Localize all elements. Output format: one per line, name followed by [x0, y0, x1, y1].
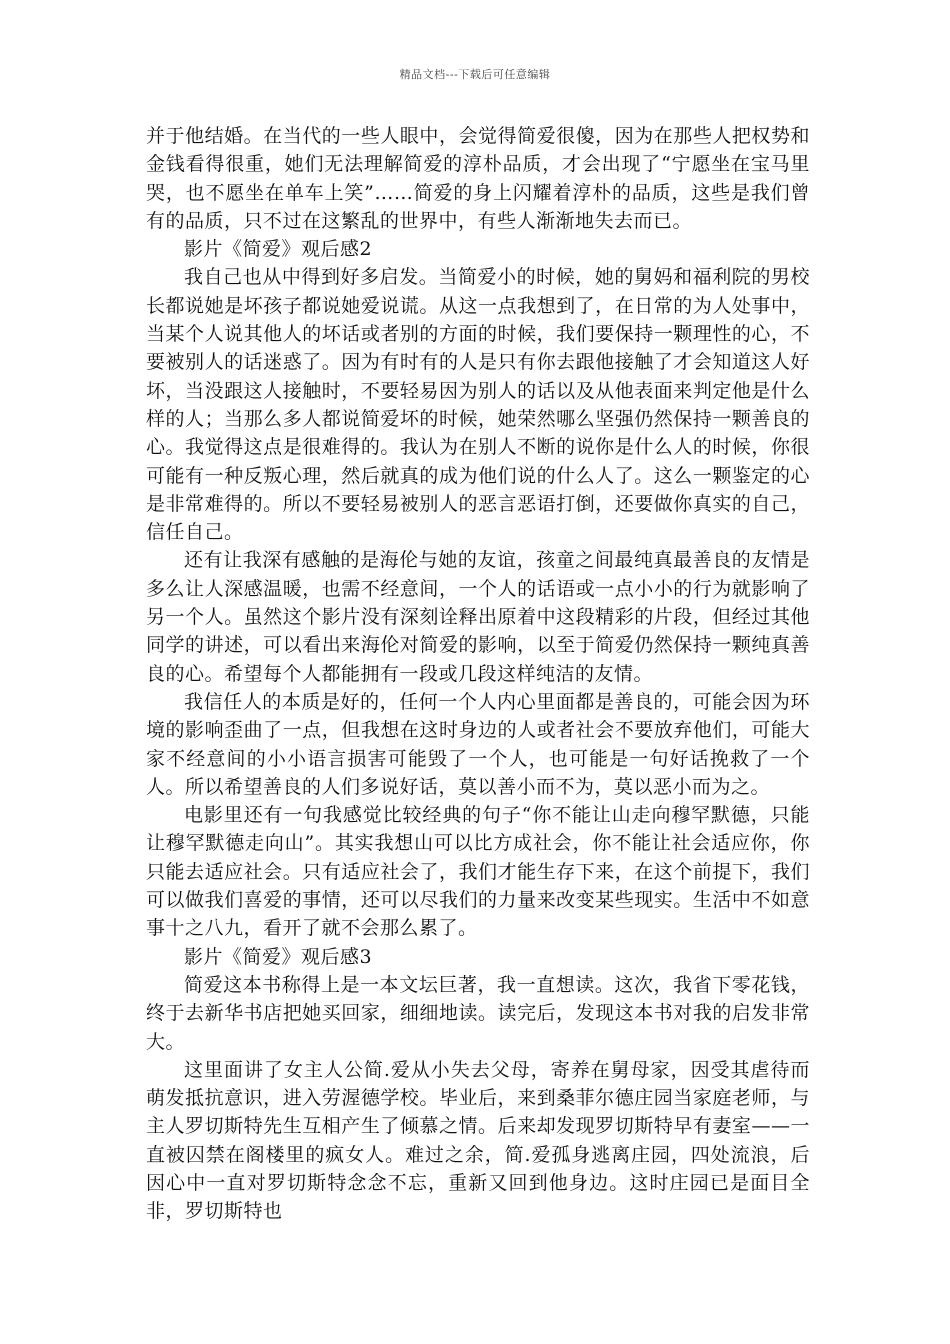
section-heading: 影片《简爱》观后感2: [184, 238, 373, 261]
page-header: 精品文档---下载后可任意编辑: [399, 68, 551, 81]
paragraph: 还有让我深有感触的是海伦与她的友谊，孩童之间最纯真最善良的友情是多么让人深感温暖，也需不经意间，一个人的话语或一点小小的行为就影响了另一个人。虽然这个影片没有深刻诠释出原着中这段精彩的片段，但经过其他同学的讲述，可以看出来海伦对简爱的影响，以至于简爱仍然保持一颗纯真善良的心。希望每个人都能拥有一段或几段这样纯洁的友情。: [146, 549, 810, 685]
section-heading: 影片《简爱》观后感3: [184, 945, 373, 968]
document-body: [146, 122, 810, 1226]
paragraph: 简爱这本书称得上是一本文坛巨著，我一直想读。这次，我省下零花钱，终于去新华书店把她买回家，细细地读。读完后，发现这本书对我的启发非常大。: [146, 973, 810, 1053]
paragraph: 并于他结婚。在当代的一些人眼中，会觉得简爱很傻，因为在那些人把权势和金钱看得很重，她们无法理解简爱的淳朴品质，才会出现了“宁愿坐在宝马里哭，也不愿坐在单车上笑”……简爱的身上闪耀着淳朴的品质，这些是我们曾有的品质，只不过在这繁乱的世界中，有些人渐渐地失去而已。: [146, 125, 810, 232]
paragraph: 这里面讲了女主人公简.爱从小失去父母，寄养在舅母家，因受其虐待而萌发抵抗意识，进入劳渥德学校。毕业后，来到桑菲尔德庄园当家庭老师，与主人罗切斯特先生互相产生了倾慕之情。后来却发现罗切斯特早有妻室——一直被囚禁在阁楼里的疯女人。难过之余，简.爱孤身逃离庄园，四处流浪，后因心中一直对罗切斯特念念不忘，重新又回到他身边。这时庄园已是面目全非，罗切斯特也: [146, 1058, 810, 1223]
paragraph: 电影里还有一句我感觉比较经典的句子“你不能让山走向穆罕默德，只能让穆罕默德走向山”。其实我想山可以比方成社会，你不能让社会适应你，你只能去适应社会。只有适应社会了，我们才能生存下来，在这个前提下，我们可以做我们喜爱的事情，还可以尽我们的力量来改变某些现实。生活中不如意事十之八九，看开了就不会那么累了。: [146, 804, 810, 940]
paragraph: 我自己也从中得到好多启发。当简爱小的时候，她的舅妈和福利院的男校长都说她是坏孩子都说她爱说谎。从这一点我想到了，在日常的为人处事中，当某个人说其他人的坏话或者别的方面的时候，我们要保持一颗理性的心，不要被别人的话迷惑了。因为有时有的人是只有你去跟他接触了才会知道这人好坏，当没跟这人接触时，不要轻易因为别人的话以及从他表面来判定他是什么样的人；当那么多人都说简爱坏的时候，她荣然哪么坚强仍然保持一颗善良的心。我觉得这点是很难得的。我认为在别人不断的说你是什么人的时候，你很可能有一种反叛心理，然后就真的成为他们说的什么人了。这么一颗鉴定的心是非常难得的。所以不要轻易被别人的恶言恶语打倒，还要做你真实的自己，信任自己。: [146, 266, 810, 544]
paragraph: 我信任人的本质是好的，任何一个人内心里面都是善良的，可能会因为环境的影响歪曲了一点，但我想在这时身边的人或者社会不要放弃他们，可能大家不经意间的小小语言损害可能毁了一个人，也可能是一句好话挽救了一个人。所以希望善良的人们多说好话，莫以善小而不为，莫以恶小而为之。: [146, 690, 810, 798]
